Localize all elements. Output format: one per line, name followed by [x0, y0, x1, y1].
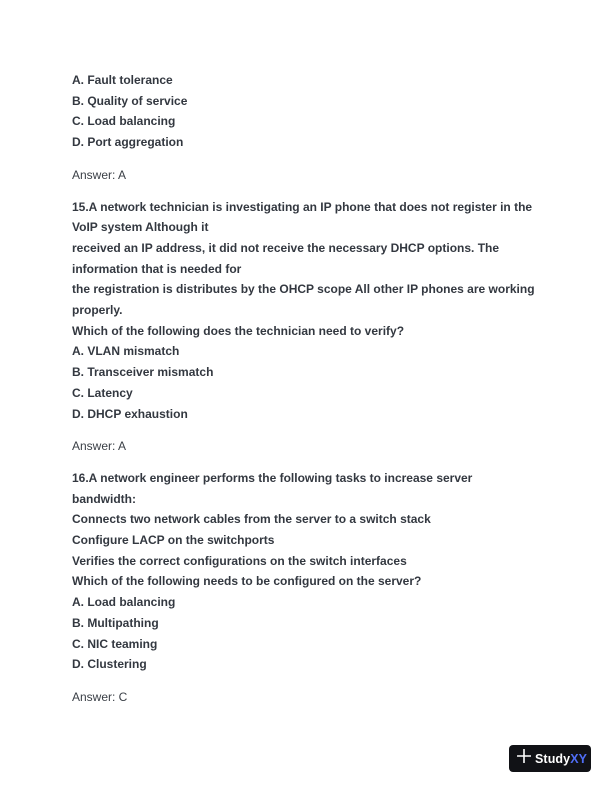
option-a: A. VLAN mismatch	[72, 344, 180, 359]
question-15	[72, 197, 552, 425]
studyxy-logo[interactable]	[509, 745, 591, 772]
question-line: Which of the following does the technician need to verify?	[72, 323, 405, 338]
option-b: B. Multipathing	[72, 615, 159, 630]
question-line: received an IP address, it did not receive the necessary DHCP options. The	[72, 240, 500, 255]
question-line: information that is needed for	[72, 261, 242, 276]
question-line: 15.A network technician is investigating an IP phone that does not register in the	[72, 199, 533, 214]
option-b: B. Transceiver mismatch	[72, 365, 214, 380]
option-a: A. Fault tolerance	[72, 73, 173, 87]
answer-14: Answer: A	[72, 167, 127, 182]
logo-text-accent: XY	[570, 751, 588, 766]
option-b: B. Quality of service	[72, 93, 188, 108]
question-line: Connects two network cables from the server to a switch stack	[72, 512, 431, 527]
question-line: Verifies the correct configurations on the switch interfaces	[72, 553, 407, 568]
question-line: bandwidth:	[72, 491, 136, 506]
plus-sparkle-icon	[517, 749, 535, 768]
question-line: properly.	[72, 303, 123, 318]
logo-text-main: Study	[535, 751, 571, 766]
option-c: C. Latency	[72, 385, 133, 400]
option-d: D. Clustering	[72, 657, 147, 672]
document-body	[72, 70, 552, 719]
option-d: D. DHCP exhaustion	[72, 406, 188, 421]
option-c: C. NIC teaming	[72, 636, 158, 651]
question-line: Configure LACP on the switchports	[72, 533, 275, 548]
question-line: VoIP system Although it	[72, 220, 209, 235]
option-d: D. Port aggregation	[72, 135, 184, 150]
question-14-options	[72, 70, 552, 153]
option-c: C. Load balancing	[72, 114, 176, 129]
answer-16: Answer: C	[72, 689, 128, 704]
option-a: A. Load balancing	[72, 595, 176, 610]
answer-15: Answer: A	[72, 439, 127, 454]
question-line: Which of the following needs to be configured on the server?	[72, 574, 422, 589]
logo-text	[535, 752, 587, 766]
question-16	[72, 468, 552, 675]
question-line: 16.A network engineer performs the following tasks to increase server	[72, 470, 473, 485]
question-line: the registration is distributes by the OHCP scope All other IP phones are working	[72, 282, 535, 297]
